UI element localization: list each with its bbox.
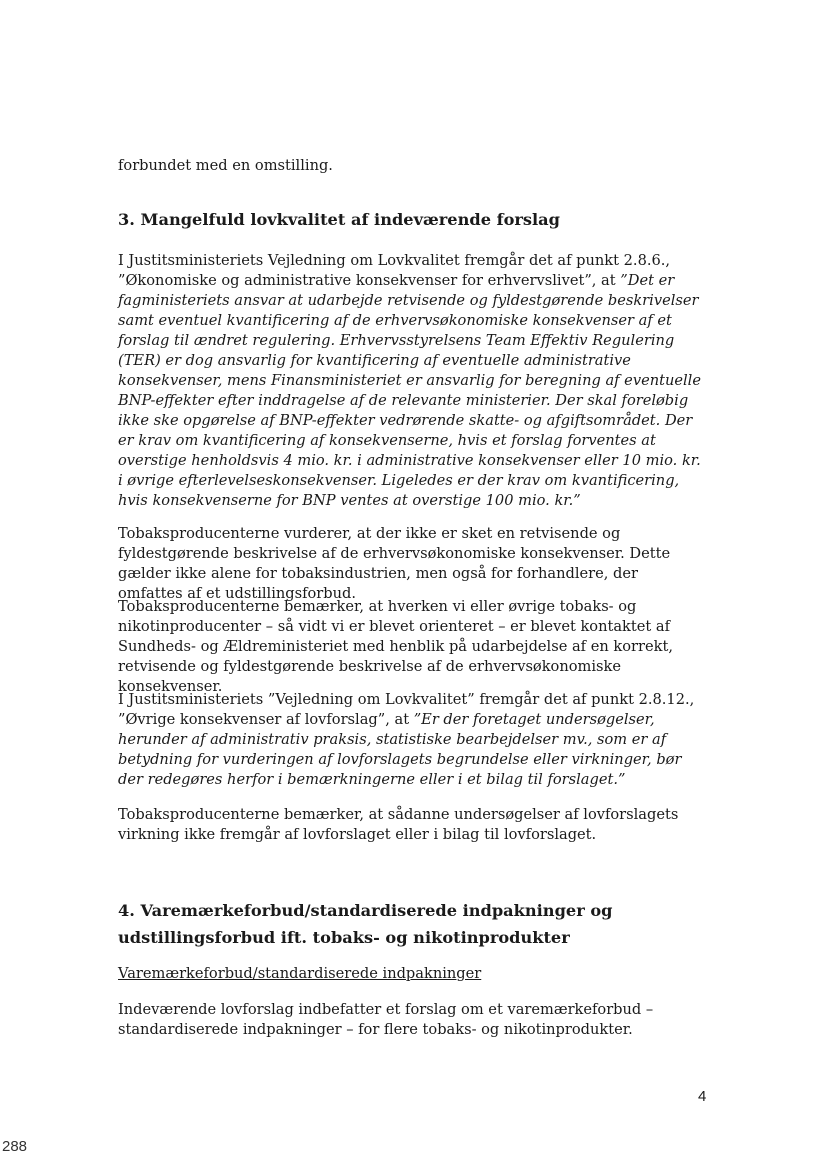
page-stamp: 288 [2, 1138, 28, 1155]
section-4-heading: 4. Varemærkeforbud/standardiserede indpakninger og udstillingsforbud ift. tobaks- og nikotinprodukter [118, 901, 613, 947]
quoted-text: ”Er der foretaget undersøgelser, herunder af administrativ praksis, statistiske bearbejdelser mv., som er af betydning for vurderingen af lovforslagets begrundelse eller virkninger, bør der redegøres herfor i bemærkningerne eller i et bilag til forslaget.” [118, 711, 682, 788]
paragraph-no-studies: Tobaksproducenterne bemærker, at sådanne undersøgelser af lovforslagets virkning ikke fremgår af lovforslaget eller i bilag til lovforslaget. [118, 806, 679, 843]
paragraph-guidance-quote [118, 251, 703, 511]
quoted-text: ”Det er fagministeriets ansvar at udarbejde retvisende og fyldestgørende beskrivelser samt eventuel kvantificering af de erhvervsøkonomiske konsekvenser af et forslag til ændret regulering. Erhvervsstyrelsens Team Effektiv Regulering (TER) er dog ansvarlig for kvantificering af eventuelle administrative konsekvenser, mens Finansministeriet er ansvarlig for beregning af eventuelle BNP-effekter efter inddragelse af de relevante ministerier. Der skal foreløbig ikke ske opgørelse af BNP-effekter vedrørende skatte- og afgiftsområdet. Der er krav om kvantificering af konsekvenserne, hvis et forslag forventes at overstige henholdsvis 4 mio. kr. i administrative konsekvenser eller 10 mio. kr. i øvrige efterlevelseskonsekvenser. Ligeledes er der krav om kvantificering, hvis konsekvenserne for BNP ventes at overstige 100 mio. kr.” [118, 272, 701, 509]
paragraph-trademark-ban: Indeværende lovforslag indbefatter et forslag om et varemærkeforbud – standardiserede indpakninger – for flere tobaks- og nikotinprodukter. [118, 1001, 654, 1038]
paragraph-continuation: forbundet med en omstilling. [118, 157, 333, 174]
paragraph-intro: I Justitsministeriets Vejledning om Lovkvalitet fremgår det af punkt 2.8.6., ”Økonomiske og administrative konsekvenser for erhvervslivet”, at [118, 252, 671, 289]
section-3-heading: 3. Mangelfuld lovkvalitet af indeværende forslag [118, 210, 560, 229]
subheading: Varemærkeforbud/standardiserede indpakninger [118, 965, 482, 982]
paragraph-not-contacted: Tobaksproducenterne bemærker, at hverken vi eller øvrige tobaks- og nikotinproducenter – så vidt vi er blevet orienteret – er blevet kontaktet af Sundheds- og Ældreministeriet med henblik på udarbejdelse af en korrekt, retvisende og fyldestgørende beskrivelse af de erhvervsøkonomiske konsekvenser. [118, 598, 673, 695]
paragraph-assessment: Tobaksproducenterne vurderer, at der ikke er sket en retvisende og fyldestgørende beskrivelse af de erhvervsøkonomiske konsekvenser. Dette gælder ikke alene for tobaksindustrien, men også for forhandlere, der omfattes af et udstillingsforbud. [118, 525, 671, 602]
paragraph-intro: I Justitsministeriets ”Vejledning om Lovkvalitet” fremgår det af punkt 2.8.12., ”Øvrige konsekvenser af lovforslag”, at [118, 691, 695, 728]
paragraph-guidance-quote-2 [118, 690, 703, 790]
page-number: 4 [698, 1088, 707, 1105]
